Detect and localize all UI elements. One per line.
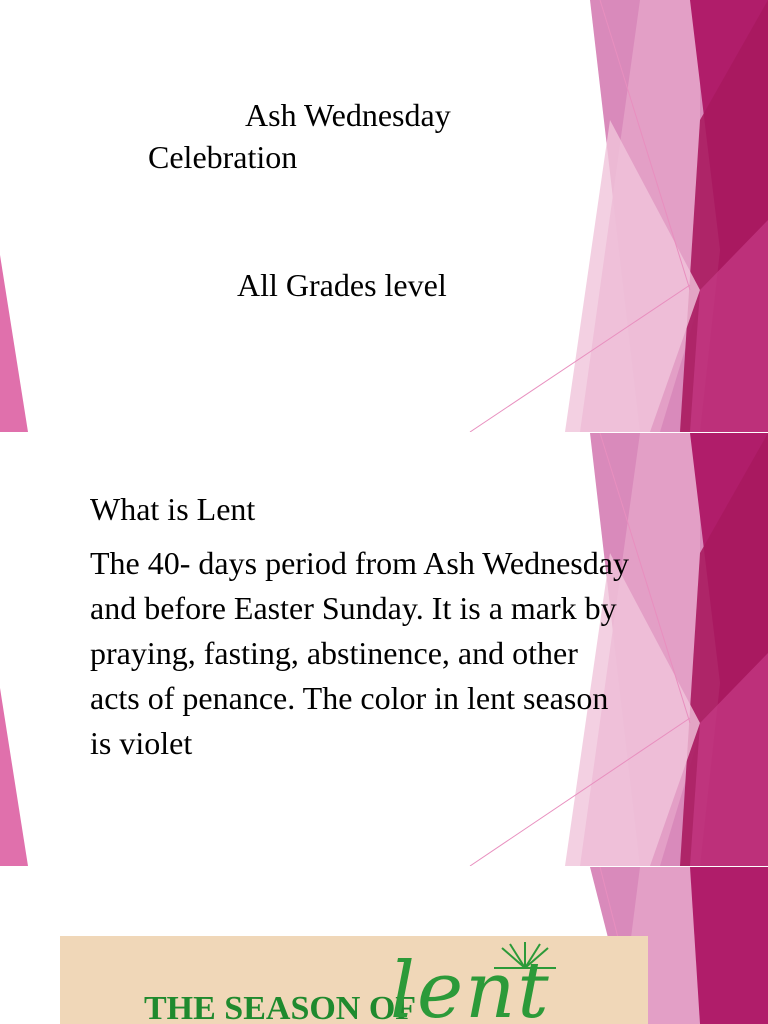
slide-title-line2: Celebration bbox=[148, 139, 298, 175]
slide-3 bbox=[0, 867, 768, 1024]
banner-prefix-text: THE SEASON OF bbox=[144, 990, 417, 1024]
sunburst-icon bbox=[490, 938, 560, 998]
slide-title-line1: Ash Wednesday bbox=[245, 97, 451, 133]
slide-1 bbox=[0, 0, 768, 432]
slide-body-text: The 40- days period from Ash Wednesday and before Easter Sunday. It is a mark by praying, fasting, abstinence, and other acts of penance. The color in lent season is violet bbox=[90, 545, 629, 761]
slide-1-decoration bbox=[0, 0, 768, 432]
season-of-lent-banner bbox=[60, 936, 648, 1024]
slide-heading: What is Lent bbox=[90, 491, 256, 527]
slide-subtitle: All Grades level bbox=[237, 267, 447, 303]
slide-2 bbox=[0, 433, 768, 866]
banner-lent-word: lent bbox=[390, 946, 551, 1024]
